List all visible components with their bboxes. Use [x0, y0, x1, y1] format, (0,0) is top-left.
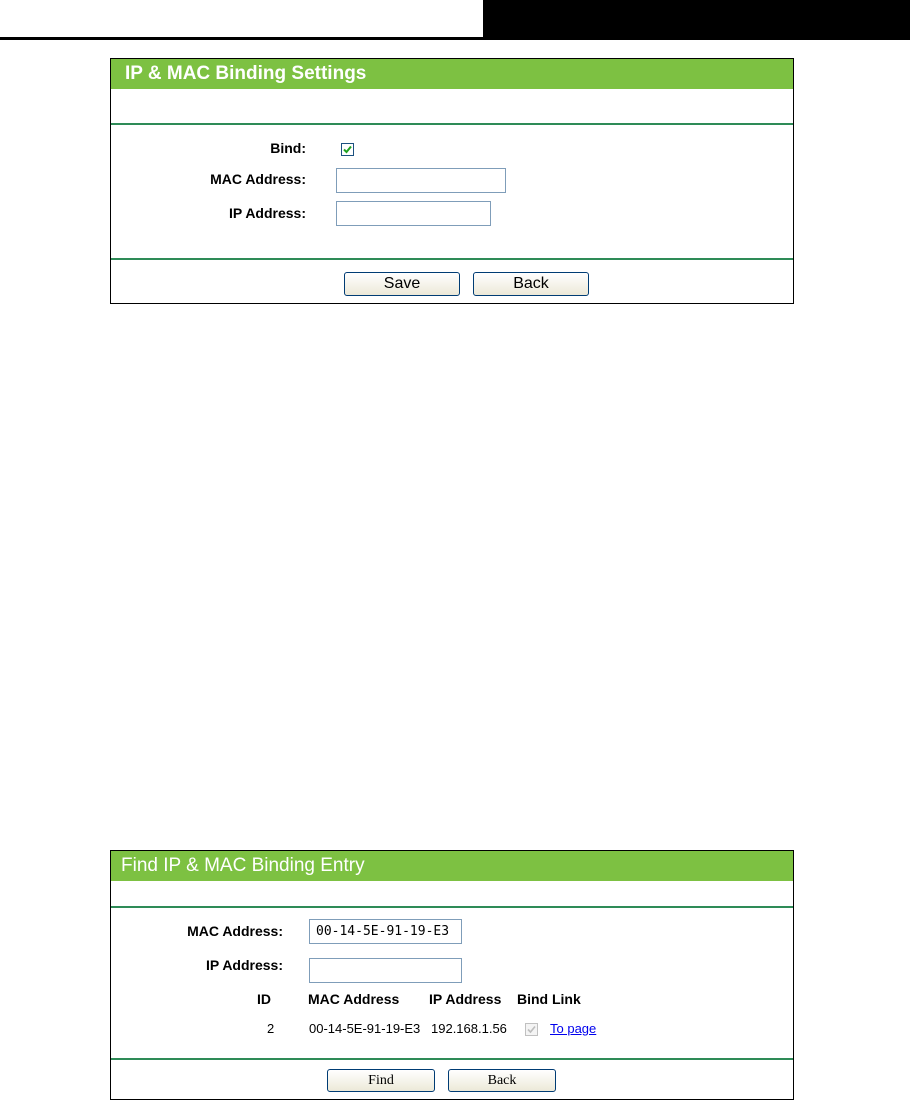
ip-address-input[interactable]: [336, 201, 491, 226]
back-button[interactable]: Back: [448, 1069, 556, 1092]
mac-address-input[interactable]: [336, 168, 506, 193]
row-mac: 00-14-5E-91-19-E3: [309, 1021, 421, 1036]
bind-checkbox[interactable]: [341, 143, 354, 156]
find-binding-panel: [110, 850, 794, 1100]
page-header-block: [483, 0, 910, 38]
check-icon: [526, 1024, 537, 1035]
panel-title: Find IP & MAC Binding Entry: [111, 851, 793, 881]
divider: [111, 123, 793, 125]
back-button[interactable]: Back: [473, 272, 589, 296]
bind-label: Bind:: [270, 140, 306, 156]
column-header-bind-link: Bind Link: [517, 991, 581, 1007]
ip-address-label: IP Address:: [205, 957, 283, 973]
column-header-mac: MAC Address: [308, 991, 400, 1007]
panel-title: IP & MAC Binding Settings: [111, 59, 793, 89]
save-button[interactable]: Save: [344, 272, 460, 296]
mac-address-label: MAC Address:: [210, 171, 306, 187]
divider: [111, 1058, 793, 1060]
find-button[interactable]: Find: [327, 1069, 435, 1092]
mac-address-label: MAC Address:: [187, 923, 283, 939]
binding-settings-panel: [110, 58, 794, 304]
column-header-id: ID: [257, 991, 271, 1007]
row-id: 2: [267, 1021, 275, 1036]
check-icon: [342, 144, 353, 155]
to-page-link[interactable]: To page: [550, 1021, 597, 1036]
page-header-rule: [0, 37, 910, 40]
divider: [111, 906, 793, 908]
row-ip: 192.168.1.56: [431, 1021, 507, 1036]
column-header-ip: IP Address: [429, 991, 502, 1007]
row-bound-checkbox: [525, 1023, 538, 1036]
mac-address-input[interactable]: [309, 919, 462, 944]
divider: [111, 258, 793, 260]
ip-address-input[interactable]: [309, 958, 462, 983]
ip-address-label: IP Address:: [228, 205, 306, 221]
